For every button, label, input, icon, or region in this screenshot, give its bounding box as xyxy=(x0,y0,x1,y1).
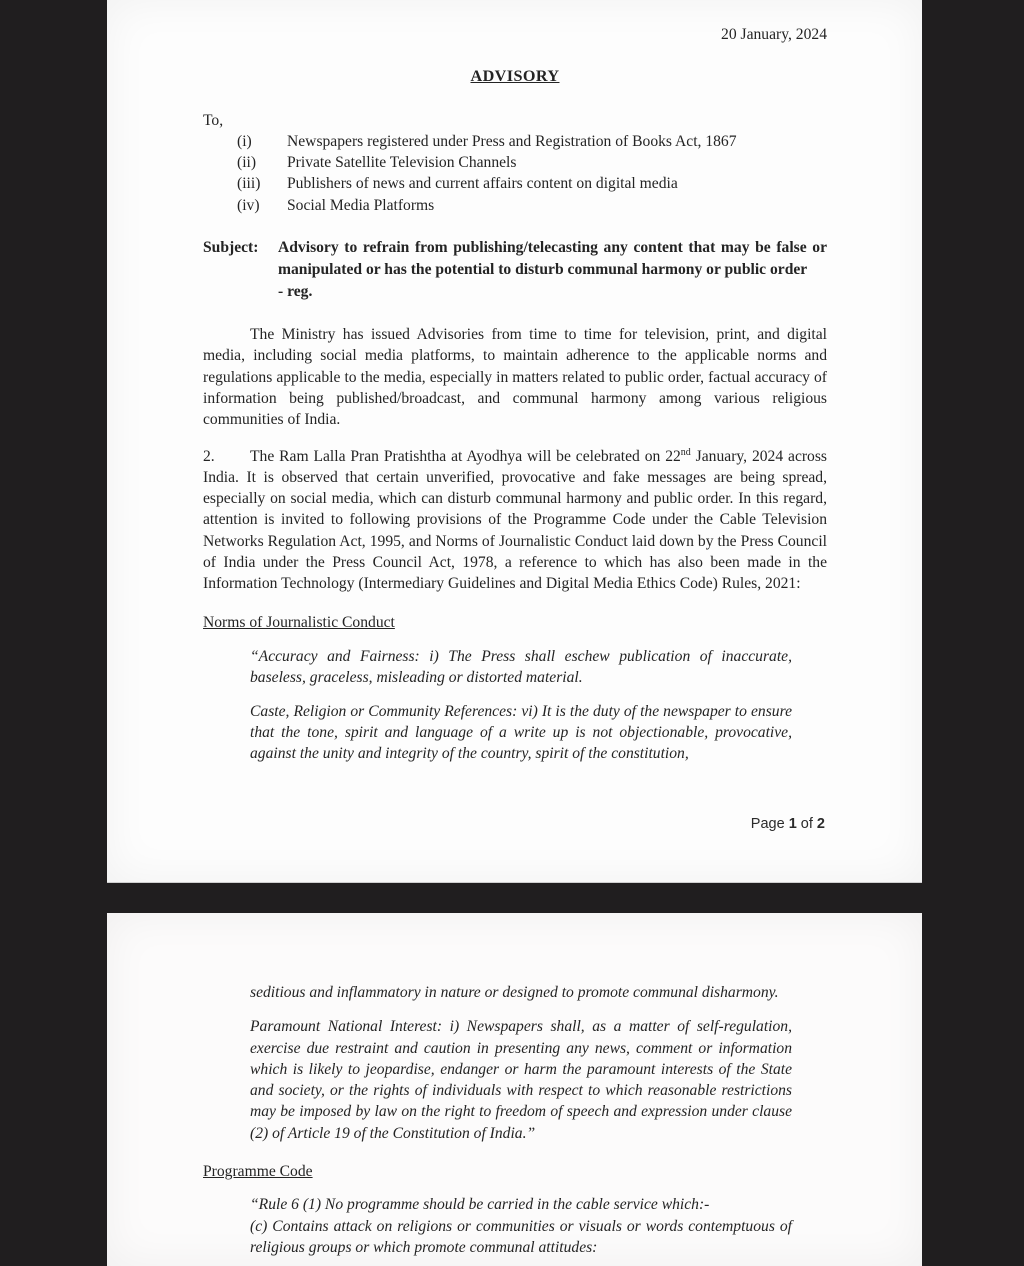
recipient-text: Private Satellite Television Channels xyxy=(287,154,517,172)
recipient-row xyxy=(237,152,827,173)
quote-paramount-text: Paramount National Interest: i) Newspapers shall, as a matter of self-regulation, exercise due restraint and caution in presenting any news, comment or information which is likely to jeopardise, endanger or harm the paramount interests of the State and society, or the rights of individuals with respect to which reasonable restrictions may be imposed by law on the right to freedom of speech and expression under clause (2) of Article 19 of the Constitution of India.” xyxy=(250,1018,792,1142)
ordinal-superscript: nd xyxy=(680,446,691,458)
date-line: 20 January, 2024 xyxy=(721,26,827,43)
recipient-text: Newspapers registered under Press and Registration of Books Act, 1867 xyxy=(287,132,737,150)
recipient-number: (iii) xyxy=(237,175,261,193)
page-2-content xyxy=(107,913,922,1258)
page-footer xyxy=(751,816,825,832)
body-paragraph-ministry: The Ministry has issued Advisories from time to time for television, print, and digital media, including social media platforms, to maintain adherence to the applicable norms and regulations applicable to the media, especially in matters related to public order, factual accuracy of information being published/broadcast, and communal harmony among various religious communities of India. xyxy=(203,326,827,429)
quote-accuracy-text: “Accuracy and Fairness: i) The Press shall eschew publication of inaccurate, baseless, graceless, misleading or distorted material. xyxy=(250,647,792,687)
advisory-title: ADVISORY xyxy=(470,67,560,86)
norms-heading: Norms of Journalistic Conduct xyxy=(203,613,395,631)
quote-rule6 xyxy=(250,1194,792,1258)
quote-accuracy-fairness xyxy=(250,646,792,689)
document-page-1 xyxy=(107,0,922,883)
recipient-row xyxy=(237,195,827,216)
quote-caste-text: Caste, Religion or Community References: vi) It is the duty of the newspaper to ensure that the tone, spirit and language of a write up is not objectionable, provocative, against the unity and integrity of the country, spirit of the constitution, xyxy=(250,702,792,763)
quote-seditious-continuation xyxy=(250,982,792,1003)
programme-code-heading: Programme Code xyxy=(203,1163,313,1181)
document-page-2 xyxy=(107,913,922,1266)
body-paragraph-2 xyxy=(203,446,827,595)
subject-text-main: Advisory to refrain from publishing/telecasting any content that may be false or manipulated or has the potential to disturb communal harmony or public order xyxy=(278,239,827,279)
salutation: To, xyxy=(203,111,224,129)
quote-rule6-line1: “Rule 6 (1) No programme should be carried in the cable service which:- xyxy=(250,1196,710,1214)
footer-page-word: Page xyxy=(750,816,785,832)
footer-page-number: 1 xyxy=(788,816,797,832)
quote-paramount-interest xyxy=(250,1016,792,1144)
footer-total-pages: 2 xyxy=(816,816,825,832)
recipient-row xyxy=(237,131,827,152)
page-1-content xyxy=(107,0,922,764)
recipient-text: Publishers of news and current affairs content on digital media xyxy=(287,175,678,193)
subject-block xyxy=(203,237,827,303)
paragraph-number: 2. xyxy=(203,447,215,465)
recipient-number: (iv) xyxy=(237,196,260,214)
recipient-number: (i) xyxy=(237,132,252,150)
recipient-list xyxy=(203,131,827,216)
recipient-text: Social Media Platforms xyxy=(287,196,435,214)
paragraph-2-text-start: The Ram Lalla Pran Pratishtha at Ayodhya will be celebrated on 22 xyxy=(250,447,681,465)
subject-label: Subject: xyxy=(203,239,259,257)
quote-caste-religion xyxy=(250,701,792,765)
paragraph-2-text-rest: January, 2024 across India. It is observed that certain unverified, provocative and fake messages are being spread, especially on social media, which can disturb communal harmony and public order. In this regard, attention is invited to following provisions of the Programme Code under the Cable Television Networks Regulation Act, 1995, and Norms of Journalistic Conduct laid down by the Press Council of India under the Press Council Act, 1978, a reference to which has also been made in the Information Technology (Intermediary Guidelines and Digital Media Ethics Code) Rules, 2021: xyxy=(203,447,827,593)
recipient-row xyxy=(237,173,827,194)
recipient-number: (ii) xyxy=(237,154,257,172)
footer-of-word: of xyxy=(800,816,813,832)
subject-text xyxy=(278,237,827,303)
quote-rule6-line2: (c) Contains attack on religions or communities or visuals or words contemptuous of religious groups or which promote communal attitudes: xyxy=(250,1217,792,1256)
quote-seditious-text: seditious and inflammatory in nature or designed to promote communal disharmony. xyxy=(250,984,779,1001)
subject-text-reg: - reg. xyxy=(278,283,313,301)
